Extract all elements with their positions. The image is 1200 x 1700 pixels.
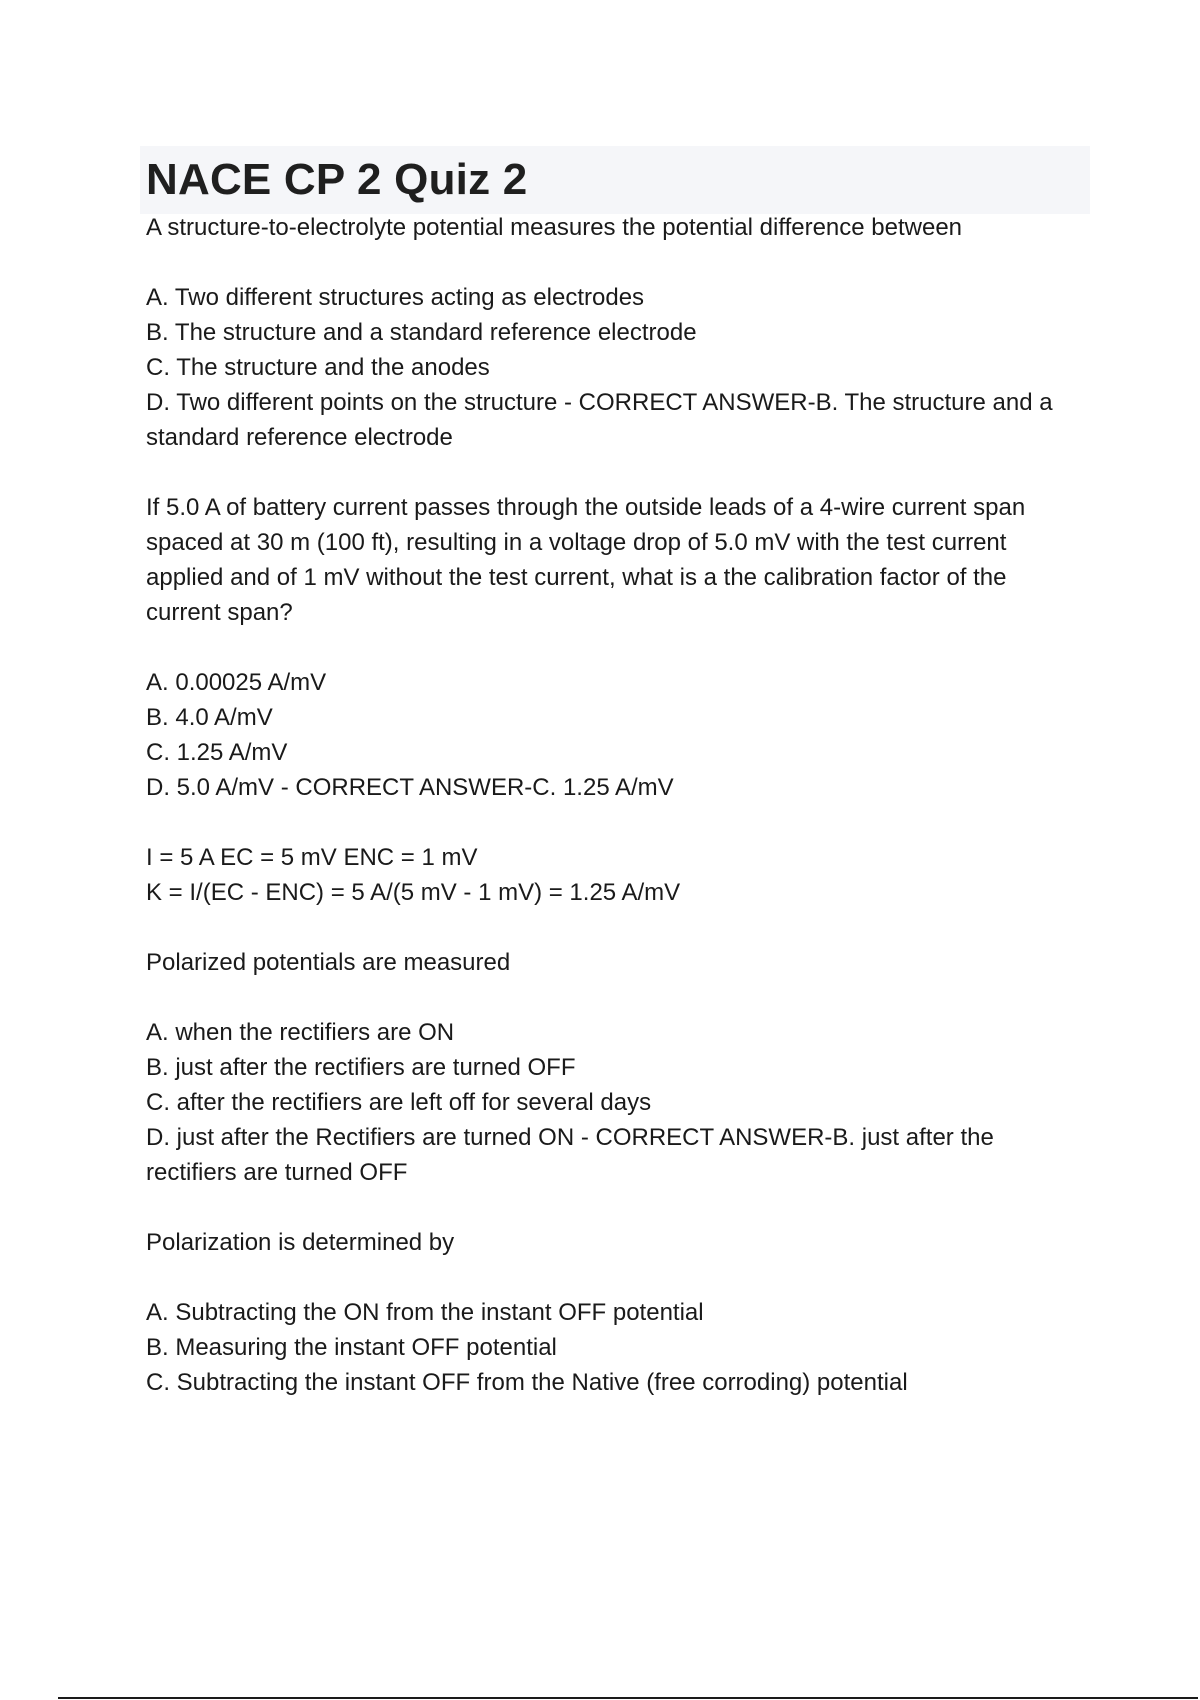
question-2-option-c: C. 1.25 A/mV xyxy=(146,739,288,766)
question-3-option-b: B. just after the rectifiers are turned OFF xyxy=(146,1054,576,1081)
explanation-line-1: I = 5 A EC = 5 mV ENC = 1 mV xyxy=(146,844,478,871)
question-1-prompt: A structure-to-electrolyte potential measures the potential difference between xyxy=(146,214,963,241)
question-3-option-a: A. when the rectifiers are ON xyxy=(146,1019,455,1046)
question-1-option-d-answer: D. Two different points on the structure - CORRECT ANSWER-B. The structure and a standard reference electrode xyxy=(146,389,1053,451)
question-4-option-b: B. Measuring the instant OFF potential xyxy=(146,1334,557,1361)
question-1 xyxy=(146,210,1086,245)
question-3-option-d-answer: D. just after the Rectifiers are turned ON - CORRECT ANSWER-B. just after the rectifiers are turned OFF xyxy=(146,1124,994,1186)
question-4-prompt: Polarization is determined by xyxy=(146,1229,455,1256)
question-4-options xyxy=(146,1295,1086,1400)
explanation-line-2: K = I/(EC - ENC) = 5 A/(5 mV - 1 mV) = 1.25 A/mV xyxy=(146,879,681,906)
question-1-option-b: B. The structure and a standard reference electrode xyxy=(146,319,697,346)
quiz-content xyxy=(146,210,1086,1435)
question-3 xyxy=(146,945,1086,980)
question-2-option-b: B. 4.0 A/mV xyxy=(146,704,273,731)
question-3-options xyxy=(146,1015,1086,1190)
question-4 xyxy=(146,1225,1086,1260)
page-bottom-rule xyxy=(58,1697,1198,1699)
question-2-option-a: A. 0.00025 A/mV xyxy=(146,669,327,696)
question-2 xyxy=(146,490,1086,630)
question-4-option-c: C. Subtracting the instant OFF from the Native (free corroding) potential xyxy=(146,1369,908,1396)
question-3-option-c: C. after the rectifiers are left off for several days xyxy=(146,1089,652,1116)
question-4-option-a: A. Subtracting the ON from the instant OFF potential xyxy=(146,1299,704,1326)
question-1-option-c: C. The structure and the anodes xyxy=(146,354,490,381)
question-2-explanation xyxy=(146,840,1086,910)
question-1-options xyxy=(146,280,1086,455)
question-1-option-a: A. Two different structures acting as electrodes xyxy=(146,284,645,311)
question-3-prompt: Polarized potentials are measured xyxy=(146,949,511,976)
question-2-options xyxy=(146,665,1086,805)
page-title: NACE CP 2 Quiz 2 xyxy=(146,155,528,204)
question-2-option-d-answer: D. 5.0 A/mV - CORRECT ANSWER-C. 1.25 A/mV xyxy=(146,774,674,801)
question-2-prompt: If 5.0 A of battery current passes through the outside leads of a 4-wire current span spaced at 30 m (100 ft), resulting in a voltage drop of 5.0 mV with the test current applied and of 1 mV without the test current, what is a the calibration factor of the current span? xyxy=(146,494,1026,626)
